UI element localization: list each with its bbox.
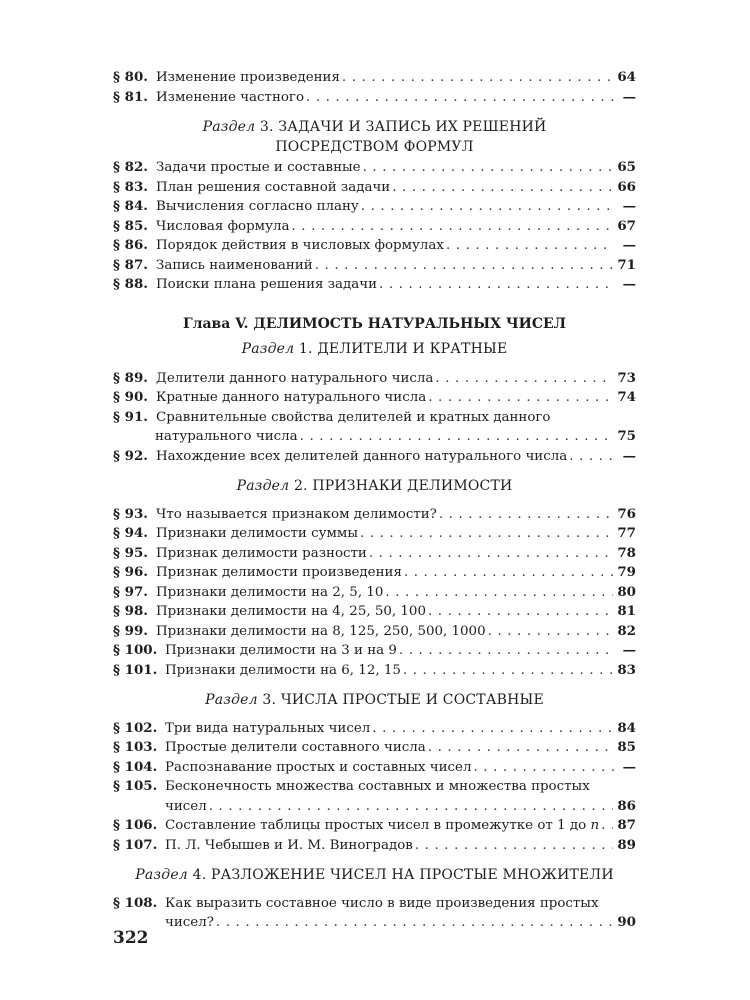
page-ref: 77: [617, 525, 636, 541]
toc-entry-continuation[interactable]: [113, 797, 636, 817]
dot-leader: [216, 913, 613, 933]
dot-leader: [300, 427, 614, 447]
dot-leader: [428, 602, 613, 622]
toc-entry[interactable]: [113, 777, 636, 797]
variable-n: n: [590, 818, 600, 833]
dot-leader: [342, 68, 613, 88]
page-ref: 76: [617, 505, 636, 522]
dot-leader: [363, 158, 614, 178]
entry-title: Бесконечность множества составных и множества простых: [165, 779, 590, 794]
toc-entry[interactable]: [113, 641, 636, 661]
entry-title: Признаки делимости на 8, 125, 250, 500, 1000: [156, 623, 486, 639]
entry-title: Кратные данного натурального числа: [156, 390, 427, 405]
toc-entry[interactable]: [113, 197, 636, 217]
entry-title-continued: чисел?: [165, 915, 214, 930]
section-label: Раздел: [241, 341, 295, 357]
toc-entry[interactable]: [113, 583, 636, 603]
entry-title: Распознавание простых и составных чисел: [165, 759, 472, 775]
section-number: § 107.: [113, 836, 158, 853]
dot-leader: [291, 217, 613, 237]
chapter-heading: [113, 315, 636, 335]
toc-entry[interactable]: [113, 524, 636, 544]
page-ref: 83: [617, 661, 636, 678]
section-number: § 98.: [113, 603, 148, 619]
toc-entry[interactable]: [113, 894, 636, 914]
entry-title: [165, 816, 599, 836]
section-number: § 84.: [113, 198, 148, 214]
dot-leader: [428, 738, 614, 758]
section-number: § 106.: [113, 817, 158, 833]
toc-entry[interactable]: [113, 68, 636, 88]
entry-title: Признаки делимости на 3 и на 9: [165, 643, 397, 658]
dot-leader: [473, 758, 614, 778]
page-ref: —: [622, 276, 636, 292]
toc-entry-continuation[interactable]: [113, 913, 636, 933]
toc-entry[interactable]: [113, 158, 636, 178]
toc-entry[interactable]: [113, 758, 636, 778]
toc-entry[interactable]: [113, 388, 636, 408]
entry-title: Поиски плана решения задачи: [156, 277, 378, 292]
section-number: § 108.: [113, 894, 158, 911]
dot-leader: [315, 256, 614, 276]
section-label: Раздел: [135, 867, 188, 883]
entry-title: Признаки делимости на 6, 12, 15: [165, 662, 401, 678]
dot-leader: [399, 641, 614, 661]
toc-entry[interactable]: [113, 178, 636, 198]
toc-entry[interactable]: [113, 622, 636, 642]
dot-leader: [306, 88, 614, 108]
entry-title: Задачи простые и составные: [156, 160, 361, 175]
section-heading-number: 4.: [192, 867, 207, 883]
section-number: § 86.: [113, 237, 148, 253]
page-ref: 81: [617, 603, 636, 619]
entry-title: Признак делимости произведения: [156, 565, 402, 580]
dot-leader: [439, 505, 614, 525]
section-number: § 85.: [113, 217, 148, 234]
section-number: § 92.: [113, 447, 148, 464]
entry-title: Сравнительные свойства делителей и кратных данного: [156, 409, 551, 425]
toc-entry[interactable]: [113, 836, 636, 856]
toc-entry[interactable]: [113, 602, 636, 622]
dot-leader: [569, 447, 614, 467]
section-number: § 88.: [113, 276, 148, 292]
section-number: § 95.: [113, 544, 148, 561]
section-number: § 102.: [113, 719, 158, 736]
page-ref: 85: [617, 739, 636, 755]
section-number: § 90.: [113, 389, 148, 405]
toc-entry[interactable]: [113, 447, 636, 467]
toc-entry[interactable]: [113, 236, 636, 256]
section-number: § 89.: [113, 369, 148, 386]
section-heading-line2: ПОСРЕДСТВОМ ФОРМУЛ: [275, 138, 474, 155]
page-ref: 71: [617, 256, 636, 273]
dot-leader: [369, 544, 614, 564]
section-label: Раздел: [236, 478, 290, 494]
dot-leader: [601, 816, 613, 836]
page-ref: —: [622, 198, 636, 214]
section-heading: [113, 477, 636, 497]
section-heading-number: 3.: [259, 119, 274, 135]
dot-leader: [403, 661, 613, 681]
toc-entry[interactable]: [113, 217, 636, 237]
page-ref: 67: [617, 217, 636, 234]
entry-title: Изменение частного: [156, 89, 305, 105]
page-ref: 80: [617, 583, 636, 600]
page-ref: 87: [617, 817, 636, 833]
section-heading: [113, 866, 636, 886]
dot-leader: [404, 563, 613, 583]
section-label: Раздел: [202, 119, 256, 135]
dot-leader: [385, 583, 613, 603]
entry-title: Признак делимости разности: [156, 545, 367, 561]
page-ref: 78: [617, 544, 636, 561]
section-number: § 104.: [113, 758, 158, 775]
entry-title: П. Л. Чебышев и И. М. Виноградов: [165, 837, 413, 853]
section-number: § 105.: [113, 778, 158, 794]
dot-leader: [392, 178, 613, 198]
section-number: § 94.: [113, 525, 148, 541]
section-heading-number: 1.: [298, 341, 313, 357]
page-number: 322: [113, 928, 149, 948]
entry-title: Как выразить составное число в виде произведения простых: [165, 895, 599, 911]
toc-entry[interactable]: [113, 505, 636, 525]
section-heading-title: ЗАДАЧИ И ЗАПИСЬ ИХ РЕШЕНИЙ: [278, 119, 547, 135]
page-ref: 82: [617, 622, 636, 639]
section-heading: [113, 691, 636, 711]
entry-title: Простые делители составного числа: [165, 740, 426, 755]
dot-leader: [361, 197, 614, 217]
section-number: § 87.: [113, 256, 148, 273]
dot-leader: [360, 524, 613, 544]
section-number: § 81.: [113, 88, 148, 105]
dot-leader: [372, 719, 613, 739]
section-heading-title: ДЕЛИТЕЛИ И КРАТНЫЕ: [317, 341, 508, 357]
section-heading-number: 2.: [293, 478, 308, 494]
dot-leader: [428, 388, 613, 408]
page-ref: 74: [617, 389, 636, 405]
page-ref: —: [622, 237, 636, 253]
page-ref: 64: [617, 69, 636, 85]
entry-title: Нахождение всех делителей данного натурального числа: [156, 448, 568, 464]
dot-leader: [209, 797, 614, 817]
entry-title: Вычисления согласно плану: [156, 199, 359, 214]
entry-title: Признаки делимости на 2, 5, 10: [156, 584, 384, 600]
entry-title-text: Составление таблицы простых чисел в промежутке от 1 до: [165, 818, 587, 833]
page-ref: 84: [617, 719, 636, 736]
dot-leader: [488, 622, 614, 642]
entry-title: Делители данного натурального числа: [156, 370, 434, 386]
chapter-title: ДЕЛИМОСТЬ НАТУРАЛЬНЫХ ЧИСЕЛ: [253, 315, 567, 332]
entry-title: Признаки делимости на 4, 25, 50, 100: [156, 604, 426, 619]
entry-title: Что называется признаком делимости?: [156, 506, 437, 522]
page-ref: 66: [617, 178, 636, 195]
toc-entry[interactable]: [113, 738, 636, 758]
toc-entry[interactable]: [113, 256, 636, 276]
section-number: § 100.: [113, 642, 158, 658]
entry-title: План решения составной задачи: [156, 179, 391, 195]
entry-title: Порядок действия в числовых формулах: [156, 238, 444, 253]
entry-title: Изменение произведения: [156, 70, 340, 85]
section-heading-title: РАЗЛОЖЕНИЕ ЧИСЕЛ НА ПРОСТЫЕ МНОЖИТЕЛИ: [211, 867, 614, 883]
page-ref: 86: [617, 797, 636, 814]
section-heading: [113, 340, 636, 360]
page-ref: 65: [617, 159, 636, 175]
section-number: § 97.: [113, 583, 148, 600]
section-heading-title: ПРИЗНАКИ ДЕЛИМОСТИ: [312, 478, 513, 494]
section-heading-number: 3.: [262, 692, 277, 708]
page-ref: —: [622, 88, 636, 105]
section-heading-title: ЧИСЛА ПРОСТЫЕ И СОСТАВНЫЕ: [280, 692, 544, 708]
toc-entry[interactable]: [113, 661, 636, 681]
chapter-label: Глава V.: [182, 315, 249, 332]
page-ref: —: [622, 758, 636, 775]
dot-leader: [415, 836, 614, 856]
toc-entry[interactable]: [113, 408, 636, 428]
dot-leader: [446, 236, 614, 256]
page-ref: 75: [617, 428, 636, 444]
section-number: § 99.: [113, 622, 148, 639]
section-number: § 93.: [113, 505, 148, 522]
entry-title: Признаки делимости суммы: [156, 526, 358, 541]
page-ref: 79: [617, 564, 636, 580]
entry-title-continued: чисел: [165, 798, 207, 814]
section-number: § 80.: [113, 69, 148, 85]
section-number: § 103.: [113, 739, 158, 755]
section-number: § 82.: [113, 159, 148, 175]
dot-leader: [379, 275, 614, 295]
entry-title: Числовая формула: [156, 218, 290, 234]
page-ref: 90: [617, 914, 636, 930]
section-number: § 101.: [113, 661, 158, 678]
section-heading: [113, 118, 636, 138]
section-label: Раздел: [205, 692, 258, 708]
toc-entry[interactable]: [113, 369, 636, 389]
page-ref: —: [622, 447, 636, 464]
page-ref: 73: [617, 369, 636, 386]
toc-entry[interactable]: [113, 544, 636, 564]
table-of-contents: [113, 68, 636, 933]
toc-entry-continuation[interactable]: [113, 427, 636, 447]
dot-leader: [435, 369, 613, 389]
section-number: § 91.: [113, 408, 148, 425]
section-number: § 83.: [113, 178, 148, 195]
toc-entry[interactable]: [113, 719, 636, 739]
page-ref: 89: [617, 836, 636, 853]
toc-entry[interactable]: [113, 275, 636, 295]
entry-title: Три вида натуральных чисел: [165, 720, 371, 736]
entry-title: Запись наименований: [156, 257, 313, 273]
toc-entry[interactable]: [113, 88, 636, 108]
toc-entry[interactable]: [113, 563, 636, 583]
toc-entry[interactable]: [113, 816, 636, 836]
entry-title-continued: натурального числа: [155, 429, 298, 444]
page-ref: —: [622, 642, 636, 658]
section-number: § 96.: [113, 564, 148, 580]
